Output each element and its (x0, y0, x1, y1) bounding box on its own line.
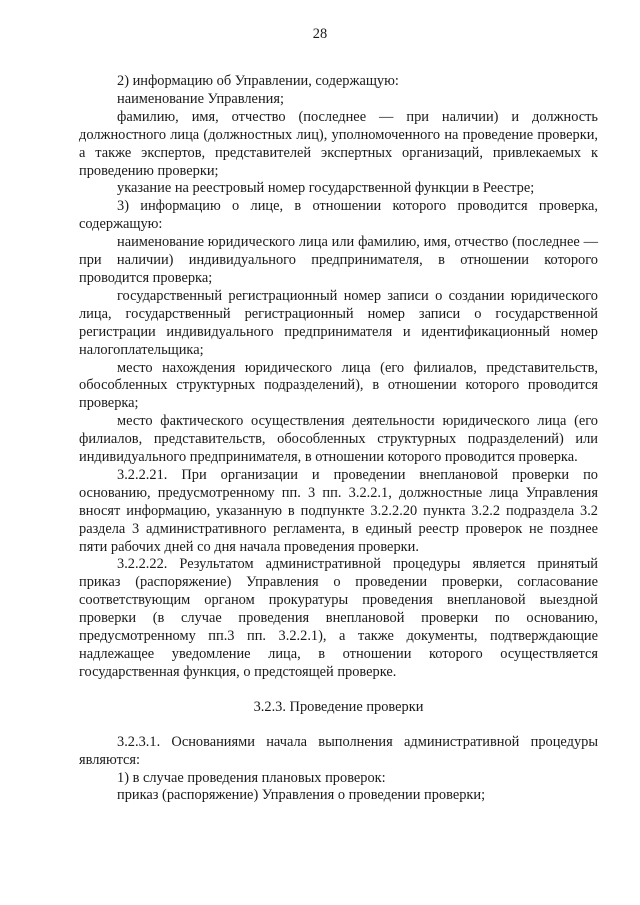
paragraph: 3.2.2.22. Результатом административной процедуры является принятый приказ (распоряжение) Управления о проведении проверки, согласование соответствующим органом прокуратуры проведения внеплановой выездной проверки (в случае проведения внеплановой проверки по основанию, предусмотренному пп.3 пп. 3.2.2.1), а также документы, подтверждающие надлежащее уведомление лица, в отношении которого осуществляется государственная функция, о предстоящей проверке. (79, 556, 598, 680)
section-heading: 3.2.3. Проведение проверки (253, 698, 424, 715)
paragraph: государственный регистрационный номер записи о создании юридического лица, государственный регистрационный номер записи о государственной регистрации индивидуального предпринимателя и идентификационный номер налогоплательщика; (79, 287, 598, 358)
paragraph: указание на реестровый номер государственной функции в Реестре; (117, 180, 535, 197)
paragraph: приказ (распоряжение) Управления о проведении проверки; (117, 787, 486, 804)
paragraph: 2) информацию об Управлении, содержащую: (117, 73, 399, 89)
page-number: 28 (312, 26, 328, 42)
paragraph: 3) информацию о лице, в отношении которого проводится проверка, содержащую: (79, 198, 598, 233)
paragraph: место нахождения юридического лица (его филиалов, представительств, обособленных структурных подразделений), в отношении которого проводится проверка; (79, 359, 598, 412)
paragraph: 1) в случае проведения плановых проверок: (117, 769, 386, 786)
paragraph: наименование юридического лица или фамилию, имя, отчество (последнее — при наличии) индивидуального предпринимателя, в отношении которого проводится проверка; (79, 234, 598, 286)
paragraph: фамилию, имя, отчество (последнее — при наличии) и должность должностного лица (должностных лиц), уполномоченного на проведение проверки, а также экспертов, представителей экспертных организаций, привлекаемых к проведению проверки; (79, 108, 598, 179)
paragraph: наименование Управления; (117, 90, 284, 107)
paragraph: 3.2.3.1. Основаниями начала выполнения административной процедуры являются: (79, 733, 598, 768)
paragraph: место фактического осуществления деятельности юридического лица (его филиалов, представительств, обособленных структурных подразделений) или индивидуального предпринимателя, в отношении которого проводится проверка. (79, 413, 598, 466)
document-body (79, 73, 598, 805)
paragraph: 3.2.2.21. При организации и проведении внеплановой проверки по основанию, предусмотренному пп. 3 пп. 3.2.2.1, должностные лица Управления вносят информацию, указанную в подпункте 3.2.2.20 пункта 3.2.2 подраздела 3.2 раздела 3 административного регламента, в единый реестр проверок не позднее пяти рабочих дней со дня начала проведения проверки. (79, 466, 598, 555)
